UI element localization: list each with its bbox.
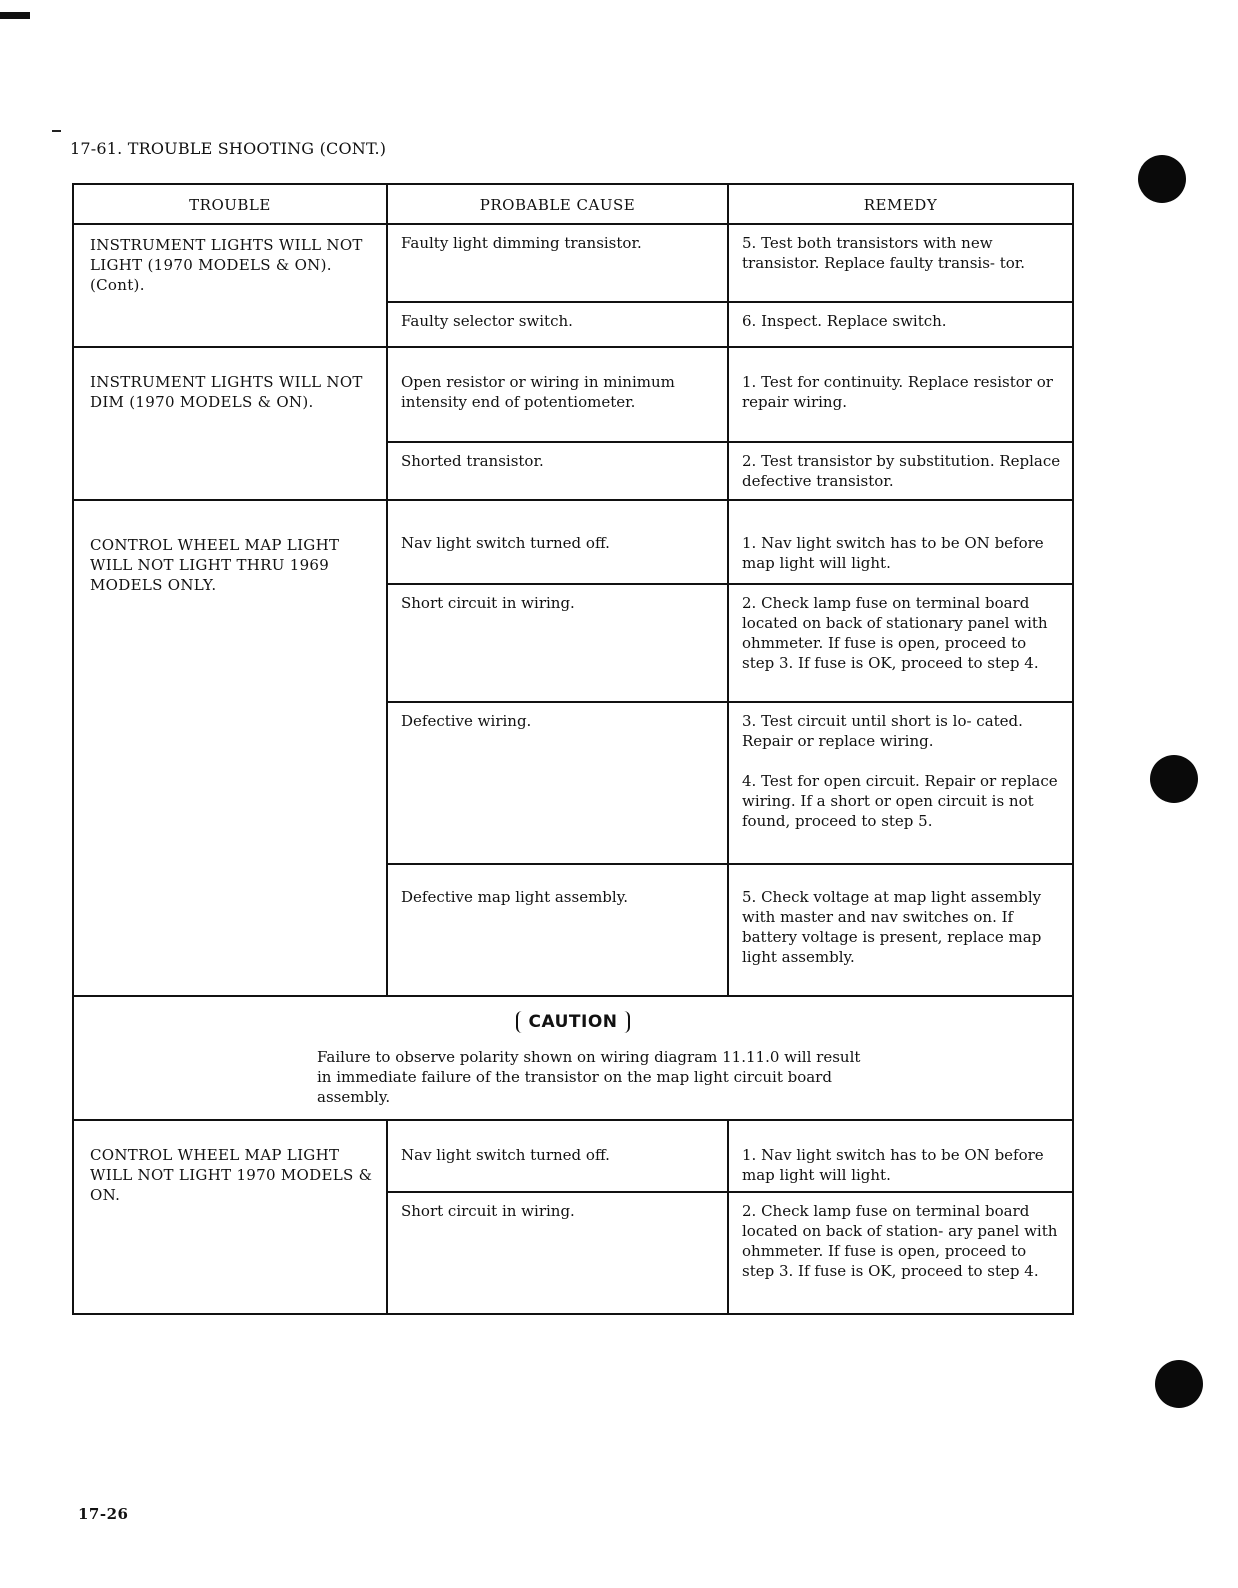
remedy-cell: 2. Check lamp fuse on terminal board located on back of stationary panel with ohmmeter. If fuse is open, proceed to step 3. If fuse is OK, proceed to step 4. (728, 584, 1073, 702)
cause-cell: Faulty light dimming transistor. (387, 224, 728, 302)
header-trouble: TROUBLE (73, 184, 387, 224)
trouble-cell: CONTROL WHEEL MAP LIGHT WILL NOT LIGHT 1970 MODELS & ON. (73, 1120, 387, 1314)
section-title: 17-61. TROUBLE SHOOTING (CONT.) (70, 139, 387, 158)
binder-hole-top (1138, 155, 1186, 203)
table-header-row (73, 184, 1073, 224)
remedy-cell: 5. Check voltage at map light assembly with master and nav switches on. If battery voltage is present, replace map light assembly. (728, 864, 1073, 996)
cause-cell: Defective wiring. (387, 702, 728, 864)
table-row (73, 224, 1073, 302)
remedy-step-4: 4. Test for open circuit. Repair or replace wiring. If a short or open circuit is not found, proceed to step 5. (742, 772, 1058, 830)
table-row (73, 1120, 1073, 1192)
margin-dash-mark (52, 130, 61, 132)
page-number: 17-26 (78, 1505, 129, 1523)
cause-cell: Nav light switch turned off. (387, 1120, 728, 1192)
cause-cell: Nav light switch turned off. (387, 500, 728, 584)
cause-cell: Open resistor or wiring in minimum intensity end of potentiometer. (387, 347, 728, 442)
caution-label: CAUTION (516, 1011, 630, 1033)
caution-block (73, 996, 1073, 1120)
trouble-cell: INSTRUMENT LIGHTS WILL NOT DIM (1970 MODELS & ON). (73, 347, 387, 500)
remedy-cell: 2. Test transistor by substitution. Replace defective transistor. (728, 442, 1073, 500)
trouble-cell: INSTRUMENT LIGHTS WILL NOT LIGHT (1970 MODELS & ON). (Cont). (73, 224, 387, 347)
caution-row (73, 996, 1073, 1120)
header-probable-cause: PROBABLE CAUSE (387, 184, 728, 224)
remedy-cell: 1. Nav light switch has to be ON before map light will light. (728, 500, 1073, 584)
header-remedy: REMEDY (728, 184, 1073, 224)
remedy-cell: 6. Inspect. Replace switch. (728, 302, 1073, 347)
cause-cell: Faulty selector switch. (387, 302, 728, 347)
remedy-cell: 1. Nav light switch has to be ON before map light will light. (728, 1120, 1073, 1192)
table-row (73, 347, 1073, 442)
trouble-cell: CONTROL WHEEL MAP LIGHT WILL NOT LIGHT THRU 1969 MODELS ONLY. (73, 500, 387, 996)
remedy-cell: 5. Test both transistors with new transistor. Replace faulty transis- tor. (728, 224, 1073, 302)
binder-hole-middle (1150, 755, 1198, 803)
remedy-cell: 2. Check lamp fuse on terminal board located on back of station- ary panel with ohmmeter. If fuse is open, proceed to step 3. If fuse is OK, proceed to step 4. (728, 1192, 1073, 1314)
page-tab-mark (0, 12, 30, 19)
troubleshooting-table (72, 183, 1074, 1315)
remedy-step-3: 3. Test circuit until short is lo- cated. Repair or replace wiring. (742, 712, 1023, 750)
binder-hole-bottom (1155, 1360, 1203, 1408)
remedy-cell (728, 702, 1073, 864)
cause-cell: Shorted transistor. (387, 442, 728, 500)
cause-cell: Defective map light assembly. (387, 864, 728, 996)
table-row (73, 500, 1073, 584)
cause-cell: Short circuit in wiring. (387, 1192, 728, 1314)
remedy-cell: 1. Test for continuity. Replace resistor or repair wiring. (728, 347, 1073, 442)
cause-cell: Short circuit in wiring. (387, 584, 728, 702)
caution-text: Failure to observe polarity shown on wiring diagram 11.11.0 will result in immediate failure of the transistor on the map light circuit board assembly. (317, 1048, 861, 1106)
